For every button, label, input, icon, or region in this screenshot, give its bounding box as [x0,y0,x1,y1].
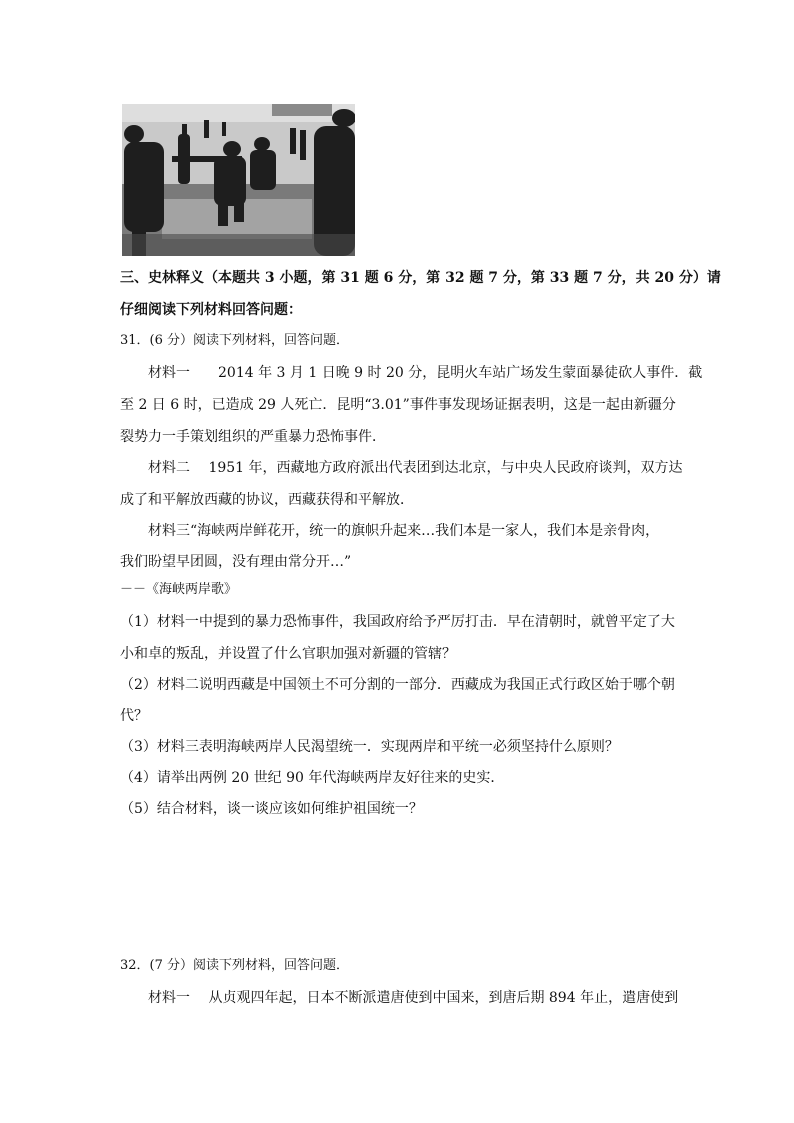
q31-material1-line3: 裂势力一手策划组织的严重暴力恐怖事件． [120,429,386,445]
q31-sub4: （4）请举出两例 20 世纪 90 年代海峡两岸友好往来的史实． [120,770,505,786]
q31-material1-line1: 材料一 2014 年 3 月 1 日晚 9 时 20 分，昆明火车站广场发生蒙面暴徒砍人事件．截 [148,365,703,381]
q31-sub1-line2: 小和卓的叛乱，并设置了什么官职加强对新疆的管辖？ [120,646,456,662]
q31-sub3: （3）材料三表明海峡两岸人民渴望统一．实现两岸和平统一必须坚持什么原则？ [120,739,619,755]
q31-sub2-line1: （2）材料二说明西藏是中国领土不可分割的一部分．西藏成为我国正式行政区始于哪个朝 [120,677,675,693]
q31-material3-line2: 我们盼望早团圆，没有理由常分开…” [120,554,352,570]
q31-sub5: （5）结合材料，谈一谈应该如何维护祖国统一？ [120,801,423,817]
q31-material3-source: －－《海峡两岸歌》 [120,582,238,597]
q31-material3-line1: 材料三“海峡两岸鲜花开，统一的旗帜升起来…我们本是一家人，我们本是亲骨肉， [148,523,660,539]
section-heading-line2: 仔细阅读下列材料回答问题： [120,302,302,318]
q31-sub2-line2: 代？ [120,708,148,724]
section-heading-line1: 三、史林释义（本题共 3 小题，第 31 题 6 分，第 32 题 7 分，第 33 题 7 分，共 20 分）请 [120,270,721,286]
q31-material1-line2: 至 2 日 6 时，已造成 29 人死亡．昆明“3.01”事件事发现场证据表明，这是一起由新疆分 [120,397,676,413]
q31-sub1-line1: （1）材料一中提到的暴力恐怖事件，我国政府给予严厉打击．早在清朝时，就曾平定了大 [120,614,675,630]
q31-material2-line2: 成了和平解放西藏的协议，西藏获得和平解放． [120,492,414,508]
question-31-title: 31．(6 分）阅读下列材料，回答问题． [120,333,350,348]
historical-photo-soldiers [122,104,355,256]
question-32-title: 32．(7 分）阅读下列材料，回答问题． [120,958,350,973]
q32-material1-line1: 材料一 从贞观四年起，日本不断派遣唐使到中国来，到唐后期 894 年止，遣唐使到 [148,990,679,1006]
q31-material2-line1: 材料二 1951 年，西藏地方政府派出代表团到达北京，与中央人民政府谈判，双方达 [148,460,683,476]
